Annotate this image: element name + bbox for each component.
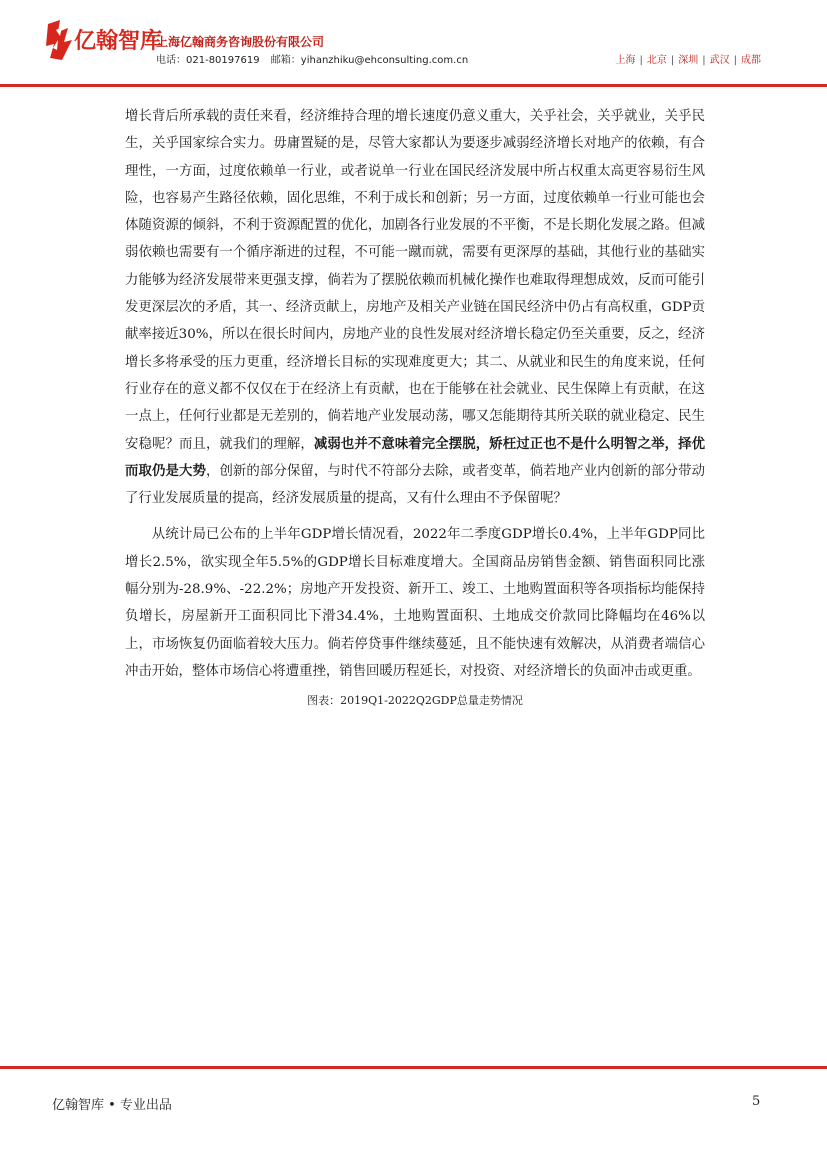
article-body <box>125 103 705 709</box>
city-beijing: 北京 <box>646 55 667 66</box>
separator: | <box>639 55 643 66</box>
separator: | <box>733 55 737 66</box>
logo-mark-icon <box>44 18 74 62</box>
city-shanghai: 上海 <box>615 55 636 66</box>
footer-brand: 亿翰智库 • 专业出品 <box>52 1098 172 1113</box>
footer-divider <box>0 1066 827 1069</box>
city-chengdu: 成都 <box>741 55 761 66</box>
paragraph-1-emphasis: 减弱也并不意味着完全摆脱，矫枉过正也不是什么明智之举，择优而取仍是大势 <box>125 435 706 479</box>
city-wuhan: 武汉 <box>709 55 730 66</box>
paragraph-2: 从统计局已公布的上半年GDP增长情况看，2022年二季度GDP增长0.4%，上半年GDP同比增长2.5%，欲实现全年5.5%的GDP增长目标难度增大。全国商品房销售金额、销售面积同比涨幅分别为-28.9%、-22.2%；房地产开发投资、新开工、竣工、土地购置面积等各项指标均能保持负增长，房屋新开工面积同比下滑34.4%，土地购置面积、土地成交价款同比降幅均在46%以上，市场恢复仍面临着较大压力。倘若停贷事件继续蔓延，且不能快速有效解决，从消费者端信心冲击开始，整体市场信心将遭重挫，销售回暖历程延长，对投资、对经济增长的负面冲击或更重。 <box>125 527 705 679</box>
phone-number: 电话：021-80197619 <box>156 55 260 66</box>
header-divider <box>0 84 827 87</box>
page-header <box>0 0 827 92</box>
contact-info <box>156 51 476 66</box>
email-address: 邮箱：yihanzhiku@ehconsulting.com.cn <box>270 55 469 66</box>
page-number: 5 <box>752 1094 761 1109</box>
logo-text: 亿翰智库 <box>74 29 163 54</box>
paragraph-1-continuation: ，创新的部分保留，与时代不符部分去除，或者变革，倘若地产业内创新的部分带动了行业发展质量的提高，经济发展质量的提高，又有什么理由不予保留呢？ <box>125 463 706 507</box>
separator: | <box>702 55 706 66</box>
city-shenzhen: 深圳 <box>678 55 699 66</box>
company-name: 上海亿翰商务咨询股份有限公司 <box>156 35 325 49</box>
paragraph-1-text: 增长背后所承载的责任来看，经济维持合理的增长速度仍意义重大，关乎社会，关乎就业，关乎民生，关乎国家综合实力。毋庸置疑的是，尽管大家都认为要逐步减弱经济增长对地产的依赖，有合理性，一方面，过度依赖单一行业，或者说单一行业在国民经济发展中所占权重太高更容易衍生风险，也容易产生路径依赖，固化思维，不利于成长和创新；另一方面，过度依赖单一行业可能也会体随资源的倾斜，不利于资源配置的优化，加剧各行业发展的不平衡，不是长期化发展之路。但减弱依赖也需要有一个循序渐进的过程，不可能一蹴而就，需要有更深厚的基础，其他行业的基础实力能够为经济发展带来更强支撑，倘若为了摆脱依赖而机械化操作也难取得理想成效，反而可能引发更深层次的矛盾，其一、经济贡献上，房地产及相关产业链在国民经济中仍占有高权重，GDP贡献率接近30%，所以在很长时间内，房地产业的良性发展对经济增长稳定仍至关重要，反之，经济增长多将承受的压力更重，经济增长目标的实现难度更大；其二、从就业和民生的角度来说，任何行业存在的意义都不仅仅在于在经济上有贡献，也在于能够在社会就业、民生保障上有贡献，在这一点上，任何行业都是无差别的，倘若地产业发展动荡，哪又怎能期待其所关联的就业稳定、民生安稳呢？而且，就我们的理解， <box>125 109 705 452</box>
figure-caption: 图表：2019Q1-2022Q2GDP总量走势情况 <box>307 694 523 708</box>
company-logo <box>44 16 163 64</box>
paragraph-1 <box>125 103 705 512</box>
separator: | <box>670 55 675 66</box>
office-cities <box>616 51 762 66</box>
